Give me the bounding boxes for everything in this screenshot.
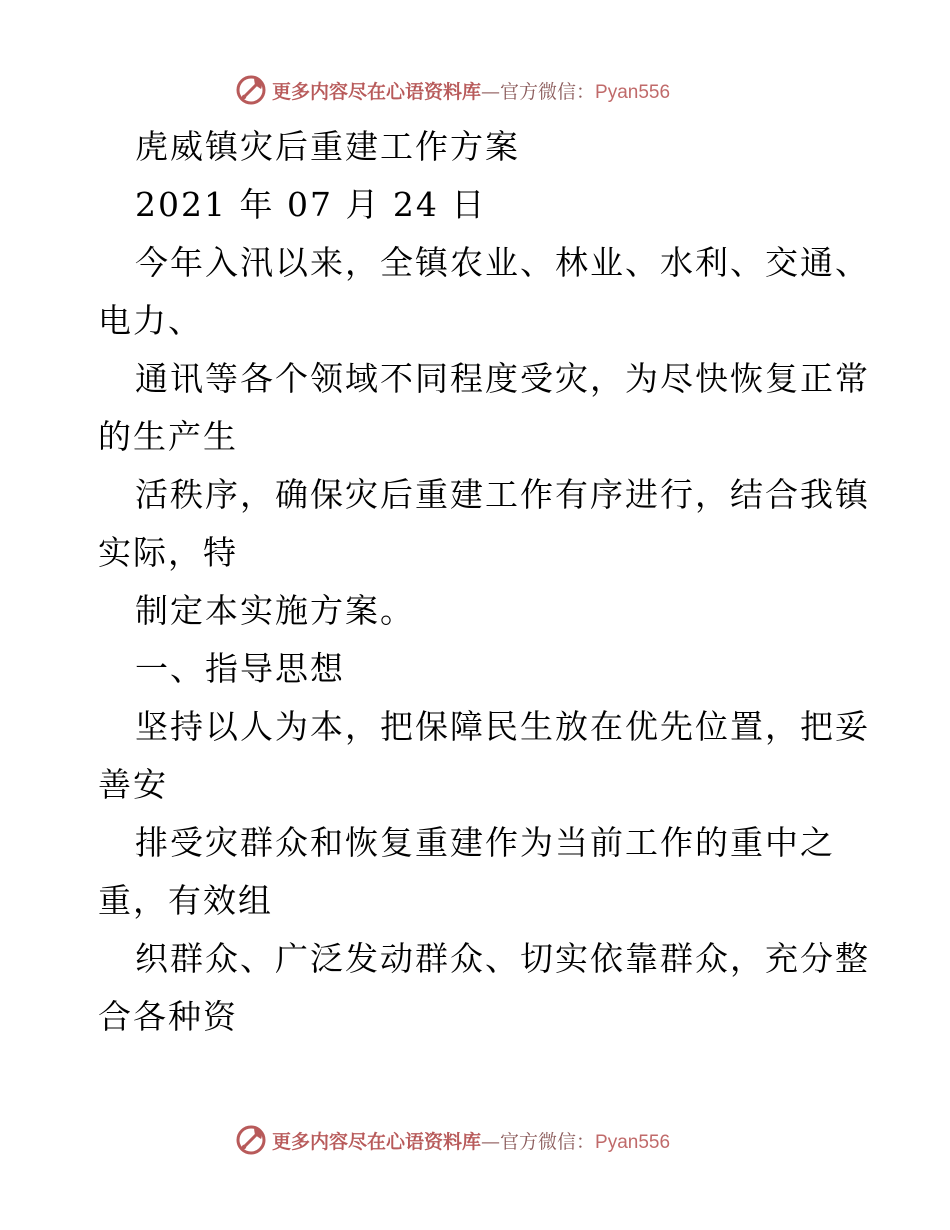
paragraph-line: 织群众、广泛发动群众、切实依靠群众，充分整	[135, 939, 870, 978]
watermark-footer	[234, 1122, 834, 1158]
quill-seal-icon	[234, 73, 268, 107]
quill-seal-icon	[234, 1123, 268, 1157]
paragraph-line: 电力、	[98, 301, 203, 340]
paragraph-line: 合各种资	[98, 997, 238, 1036]
section-heading: 一、指导思想	[135, 649, 345, 688]
paragraph-line: 排受灾群众和恢复重建作为当前工作的重中之	[135, 823, 835, 862]
watermark-text	[272, 77, 670, 104]
watermark-separator: —	[481, 80, 501, 103]
paragraph-line: 通讯等各个领域不同程度受灾，为尽快恢复正常	[135, 359, 870, 398]
document-date: 2021 年 07 月 24 日	[135, 185, 487, 224]
watermark-wechat-label: 官方微信：	[500, 80, 596, 103]
watermark-wechat-label: 官方微信：	[500, 1130, 596, 1153]
watermark-wechat-id: Pyan556	[595, 1131, 671, 1153]
paragraph-line: 今年入汛以来，全镇农业、林业、水利、交通、	[135, 243, 870, 282]
watermark-wechat-id: Pyan556	[595, 81, 671, 103]
document-title: 虎威镇灾后重建工作方案	[135, 127, 520, 166]
document-body	[98, 118, 870, 1046]
watermark-main: 更多内容尽在心语资料库	[272, 1130, 482, 1153]
paragraph-line: 实际，特	[98, 533, 238, 572]
paragraph-line: 坚持以人为本，把保障民生放在优先位置，把妥	[135, 707, 870, 746]
watermark-text	[272, 1127, 670, 1154]
paragraph-line: 重，有效组	[98, 881, 273, 920]
watermark-separator: —	[481, 1130, 501, 1153]
paragraph-line: 的生产生	[98, 417, 238, 456]
paragraph-line: 制定本实施方案。	[135, 591, 415, 630]
watermark-main: 更多内容尽在心语资料库	[272, 80, 482, 103]
paragraph-line: 善安	[98, 765, 168, 804]
paragraph-line: 活秩序，确保灾后重建工作有序进行，结合我镇	[135, 475, 870, 514]
watermark-header	[234, 72, 834, 108]
